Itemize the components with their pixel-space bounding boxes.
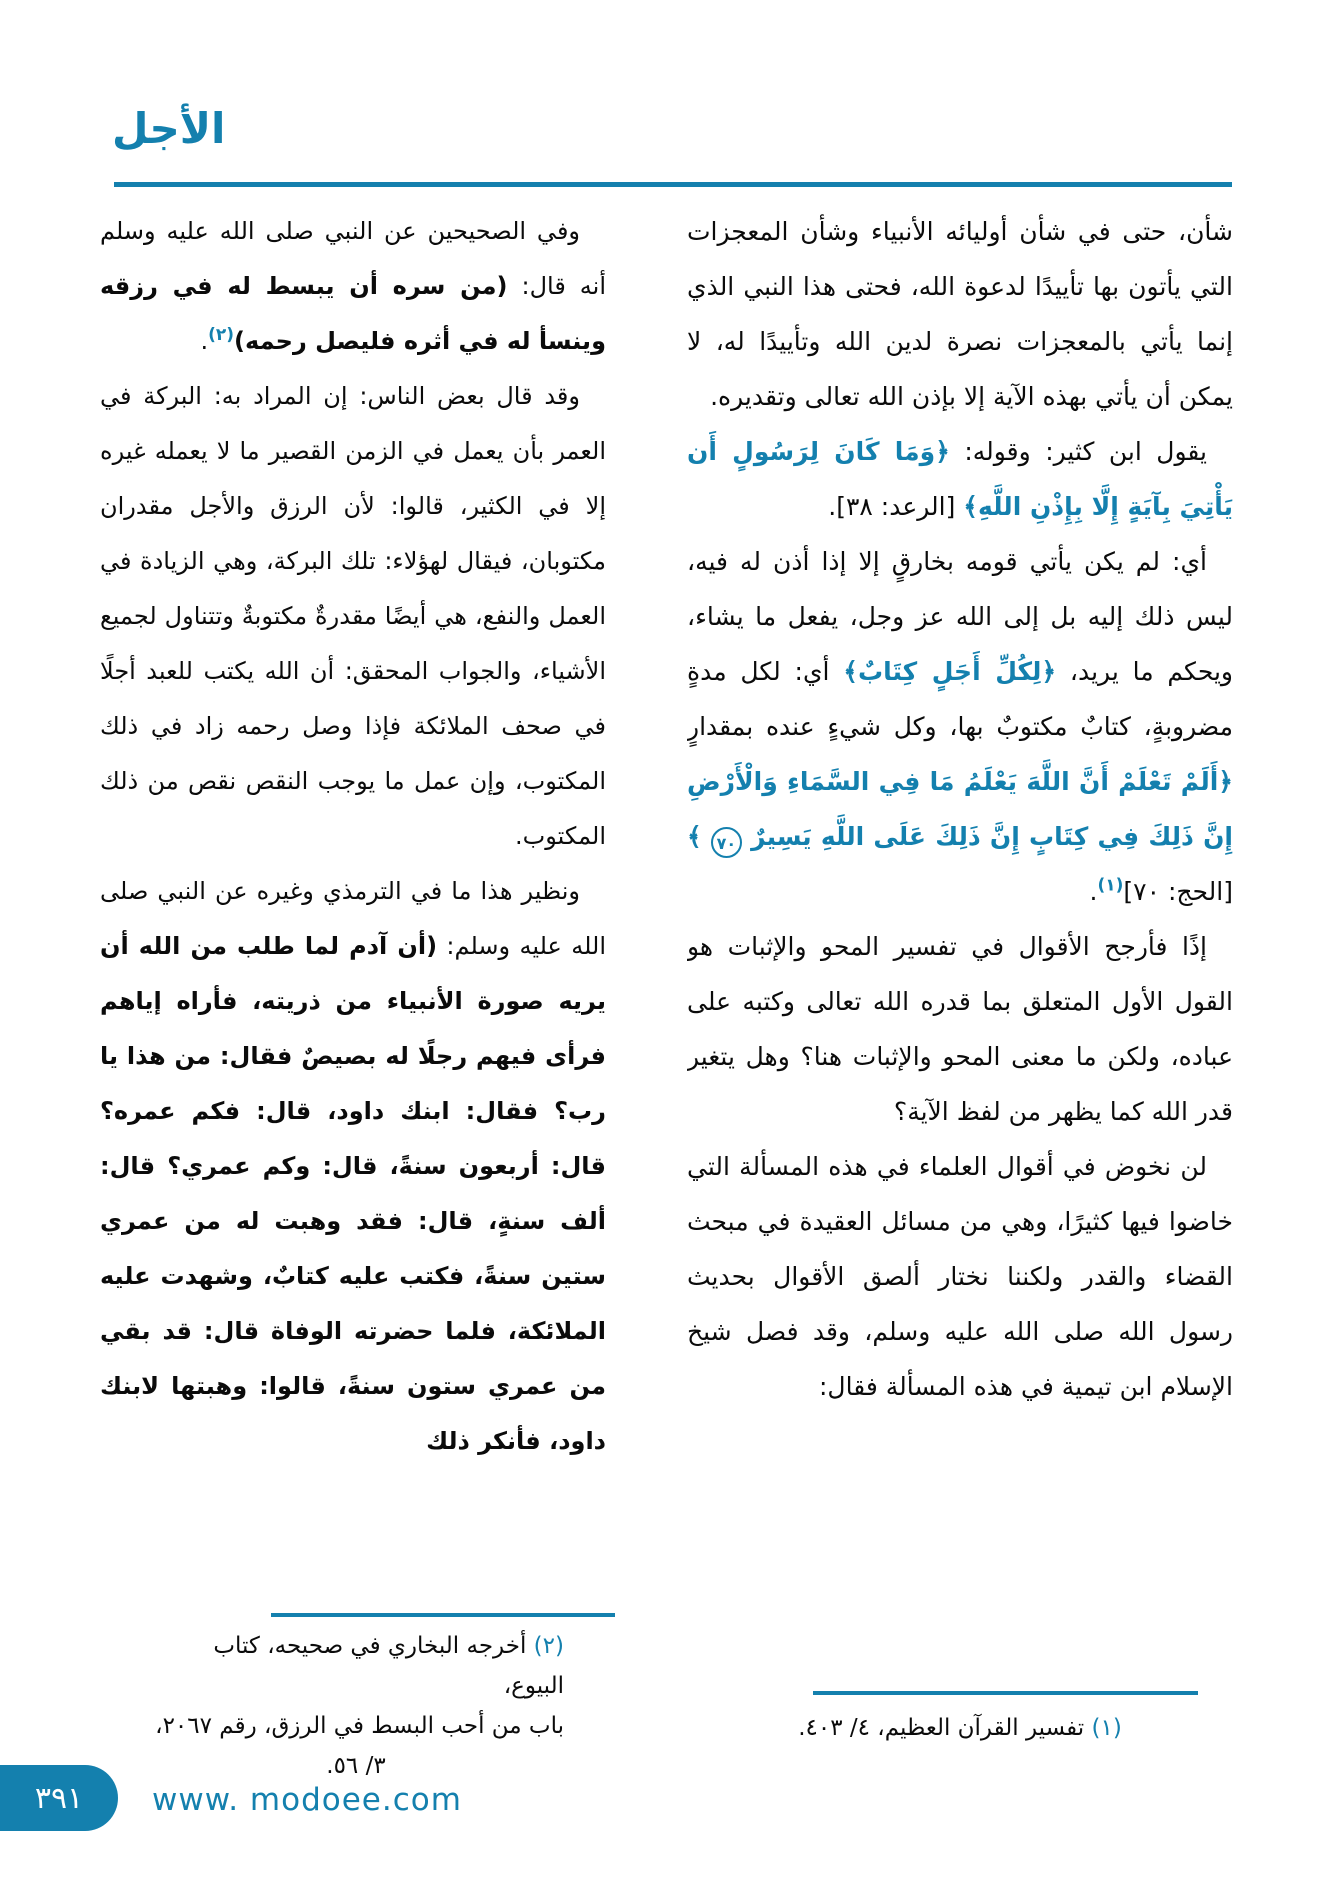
hadith-text: (من سره أن يبسط له في رزقه وينسأ له في أثره فليصل رحمه): [100, 272, 606, 355]
paragraph: [100, 204, 606, 369]
hadith-text: (أن آدم لما طلب من الله أن يريه صورة الأنبياء من ذريته، فأراه إياهم فرأى فيهم رجلًا له بصيصٌ فقال: من هذا يا رب؟ فقال: ابنك داود، قال: فكم عمره؟ قال: أربعون سنةً، قال: وكم عمري؟ قال: ألف سنةٍ، قال: فقد وهبت له من عمري ستين سنةً، فكتب عليه كتابٌ، وشهدت عليه الملائكة، فلما حضرته الوفاة قال: قد بقي من عمري ستون سنةً، قالوا: وهبتها لابنك داود، فأنكر ذلك: [100, 932, 606, 1455]
quran-verse: ﴿أَلَمْ تَعْلَمْ أَنَّ اللَّهَ يَعْلَمُ مَا فِي السَّمَاءِ وَالْأَرْضِ إِنَّ ذَلِكَ فِي كِتَابٍ إِنَّ ذَلِكَ عَلَى اللَّهِ يَسِيرٌ: [687, 767, 1233, 851]
paragraph: [687, 534, 1233, 919]
footnote-divider-right: [813, 1691, 1198, 1695]
paragraph: [687, 919, 1233, 1139]
footnote-text: ٣/ ٥٦.: [326, 1753, 386, 1779]
verse-reference: [الحج: ٧٠]: [1123, 877, 1233, 906]
text-run: ونظير هذا ما في الترمذي وغيره عن النبي صلى الله عليه وسلم:: [100, 877, 606, 960]
text-run: وقد قال بعض الناس: إن المراد به: البركة في العمر بأن يعمل في الزمن القصير ما لا يعمله غيره إلا في الكثير، قالوا: لأن الرزق والأجل مقدران مكتوبان، فيقال لهؤلاء: تلك البركة، وهي الزيادة في العمل والنفع، هي أيضًا مقدرةٌ مكتوبةٌ وتتناول لجميع الأشياء، والجواب المحقق: أن الله يكتب للعبد أجلًا في صحف الملائكة فإذا وصل رحمه زاد في ذلك المكتوب، وإن عمل ما يوجب النقص نقص من ذلك المكتوب.: [100, 382, 606, 850]
footnote-line: [148, 1626, 564, 1706]
footnote-text: تفسير القرآن العظيم، ٤/ ٤٠٣.: [798, 1715, 1085, 1741]
footnotes-right: [687, 1708, 1233, 1748]
footnote-divider-left: [271, 1613, 615, 1617]
quran-verse: ﴿لِكُلِّ أَجَلٍ كِتَابٌ﴾: [843, 657, 1057, 686]
column-left: [100, 204, 606, 1602]
text-run: أي: لكل مدةٍ مضروبةٍ، كتابٌ مكتوبٌ بها، وكل شيءٍ عنده بمقدارٍ: [687, 657, 1233, 741]
quran-verse: ﴾: [687, 822, 711, 851]
footnote-marker: (١): [1091, 1715, 1122, 1741]
page-number-badge: [0, 1765, 118, 1831]
text-run: أي: لم يكن يأتي قومه بخارقٍ إلا إذا أذن له فيه، ليس ذلك إليه بل إلى الله عز وجل، يفعل ما يشاء، ويحكم ما يريد،: [687, 547, 1233, 686]
footnote-line: [687, 1708, 1233, 1748]
text-run: يقول ابن كثير: وقوله:: [949, 437, 1207, 466]
footnote-line: [148, 1706, 564, 1746]
paragraph: [687, 424, 1233, 534]
footnotes-left: [100, 1626, 606, 1786]
paragraph: [100, 864, 606, 1469]
header-rule: [114, 182, 1232, 187]
quran-verse: ﴿وَمَا كَانَ لِرَسُولٍ أَن يَأْتِيَ بِآيَةٍ إِلَّا بِإِذْنِ اللَّهِ﴾: [687, 437, 1233, 521]
website-url: www. modoee.com: [152, 1782, 462, 1818]
paragraph: [687, 1139, 1233, 1414]
page-title: الأجل: [112, 104, 226, 153]
column-right: [687, 204, 1233, 1682]
footnote-marker: (٢): [208, 325, 235, 345]
verse-reference: [الرعد: ٣٨].: [828, 492, 964, 521]
footnote-marker: (٢): [533, 1633, 564, 1659]
paragraph: [687, 204, 1233, 424]
ayah-number: ٧٠: [711, 827, 742, 858]
text-run: لن نخوض في أقوال العلماء في هذه المسألة التي خاضوا فيها كثيرًا، وهي من مسائل العقيدة في مبحث القضاء والقدر ولكننا نختار ألصق الأقوال بحديث رسول الله صلى الله عليه وسلم، وقد فصل شيخ الإسلام ابن تيمية في هذه المسألة فقال:: [687, 1152, 1233, 1401]
text-run: إذًا فأرجح الأقوال في تفسير المحو والإثبات هو القول الأول المتعلق بما قدره الله تعالى وكتبه على عباده، ولكن ما معنى المحو والإثبات هنا؟ وهل يتغير قدر الله كما يظهر من لفظ الآية؟: [687, 932, 1233, 1126]
text-run: .: [200, 327, 209, 355]
page-number: ٣٩١: [34, 1780, 84, 1816]
footnote-text: باب من أحب البسط في الرزق، رقم ٢٠٦٧،: [155, 1713, 564, 1739]
footnote-text: أخرجه البخاري في صحيحه، كتاب البيوع،: [213, 1633, 564, 1699]
text-run: وفي الصحيحين عن النبي صلى الله عليه وسلم أنه قال:: [100, 217, 606, 300]
footnote-marker: (١): [1097, 875, 1124, 896]
footnote-line: [148, 1746, 564, 1786]
paragraph: [100, 369, 606, 864]
text-run: .: [1089, 877, 1098, 906]
text-run: شأن، حتى في شأن أوليائه الأنبياء وشأن المعجزات التي يأتون بها تأييدًا لدعوة الله، فحتى هذا النبي الذي إنما يأتي بالمعجزات نصرة لدين الله وتأييدًا له، لا يمكن أن يأتي بهذه الآية إلا بإذن الله تعالى وتقديره.: [687, 217, 1233, 411]
